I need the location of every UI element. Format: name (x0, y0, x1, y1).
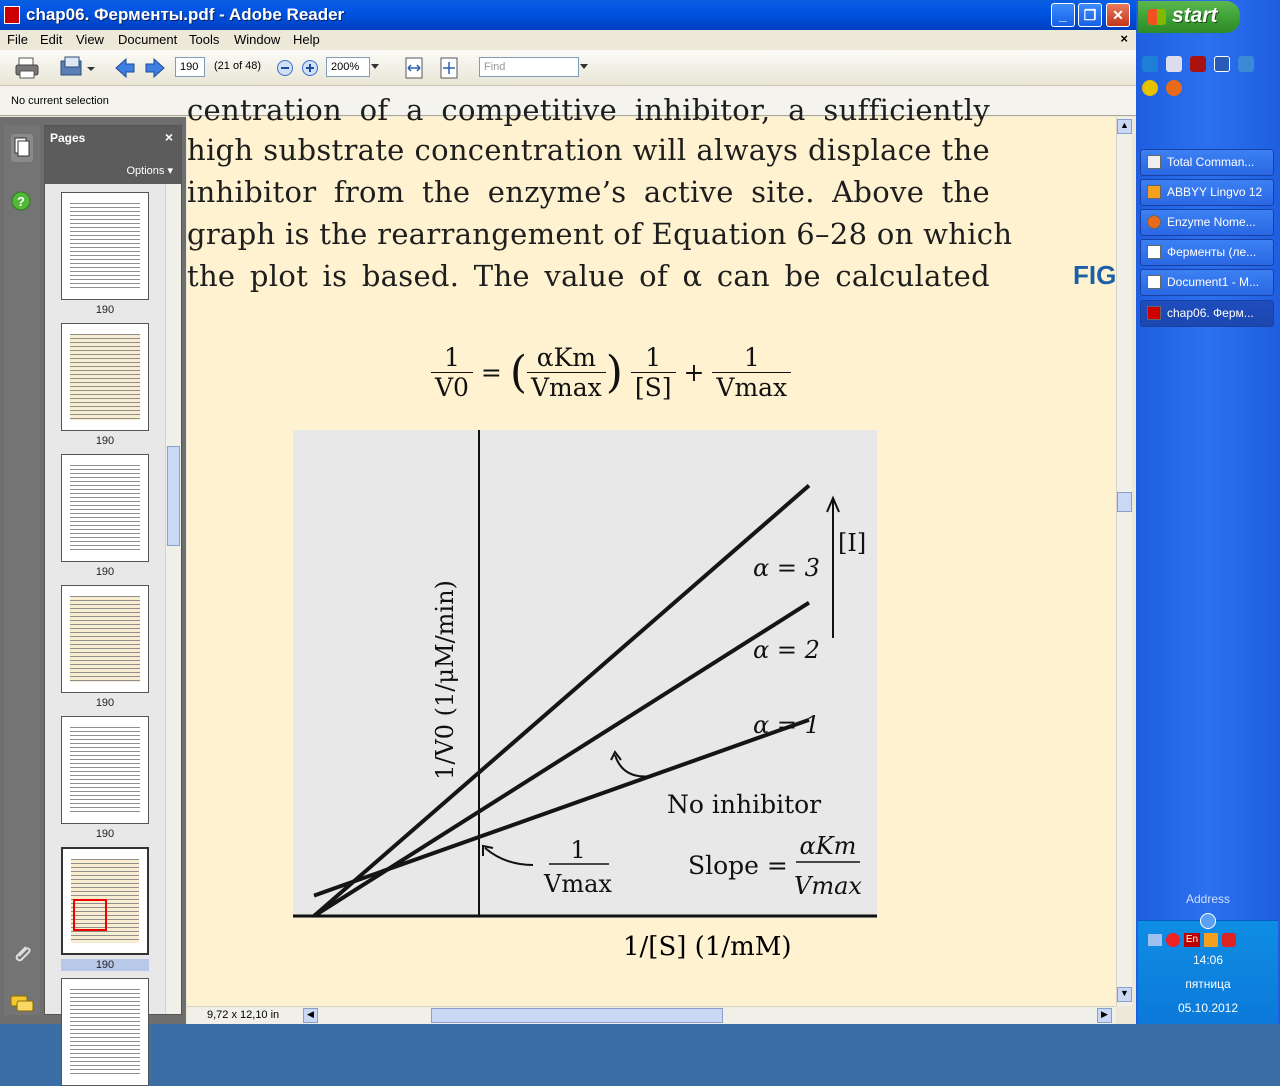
body-text-line: inhibitor from the enzyme’s active site. Above the (187, 175, 990, 209)
task-document1[interactable] (1140, 269, 1274, 296)
task-label: Total Comman... (1167, 155, 1255, 169)
document-vertical-scrollbar[interactable] (1116, 117, 1132, 1006)
pages-panel (44, 125, 182, 1015)
chevron-down-icon[interactable] (371, 64, 379, 70)
eq-rhs-num: 1 (712, 343, 791, 373)
find-input[interactable]: Find (479, 57, 579, 77)
window-title: chap06. Ферменты.pdf - Adobe Reader (26, 5, 345, 24)
eq-mid-num: αKm (527, 343, 606, 373)
attachments-icon[interactable] (11, 943, 33, 965)
slope-label: Slope = (688, 851, 788, 880)
thumbnail-label-current: 190 (61, 959, 149, 971)
body-text-line: graph is the rearrangement of Equation 6–28 on which (187, 217, 1013, 251)
task-label: Ферменты (ле... (1167, 245, 1257, 259)
print-icon[interactable] (14, 56, 40, 80)
body-text-line: centration of a competitive inhibitor, a sufficiently (187, 93, 990, 127)
eq-s-num: 1 (631, 343, 676, 373)
clock-date: 05.10.2012 (1177, 1001, 1239, 1015)
lingvo-icon (1147, 185, 1161, 199)
ie-icon[interactable] (1142, 56, 1158, 72)
page-thumbnail[interactable] (61, 585, 149, 693)
next-page-icon[interactable] (143, 56, 167, 80)
minimize-button[interactable]: _ (1051, 3, 1075, 27)
close-button[interactable]: ✕ (1106, 3, 1130, 27)
pages-panel-close-icon[interactable]: × (164, 129, 173, 145)
collaborate-icon[interactable] (58, 56, 96, 80)
scroll-right-icon[interactable]: ▶ (1097, 1008, 1112, 1023)
firefox-icon[interactable] (1166, 80, 1182, 96)
task-label: Document1 - M... (1167, 275, 1260, 289)
word-icon[interactable] (1214, 56, 1230, 72)
task-enzyme-nomenclature[interactable] (1140, 209, 1274, 236)
figure-label: FIG (1073, 260, 1117, 290)
firefox-icon (1147, 215, 1161, 229)
scroll-up-icon[interactable]: ▲ (1117, 119, 1132, 134)
previous-page-icon[interactable] (113, 56, 137, 80)
task-abbyy-lingvo[interactable] (1140, 179, 1274, 206)
thumbnails-scroll-thumb[interactable] (167, 446, 180, 546)
page-thumbnail[interactable] (61, 978, 149, 1086)
chart-svg (293, 430, 877, 918)
pages-panel-header (45, 126, 181, 184)
intercept-num: 1 (570, 836, 586, 864)
slope-num: αKm (799, 832, 857, 860)
find-options-icon[interactable] (580, 64, 588, 70)
thumbnail-label: 190 (95, 697, 115, 709)
thumbnail-label: 190 (95, 435, 115, 447)
navigation-panel (0, 117, 186, 1024)
address-bar-label[interactable]: Address (1185, 892, 1231, 906)
tray-expand-icon[interactable] (1200, 913, 1216, 929)
x-axis-label: 1/[S] (1/mM) (623, 932, 792, 962)
network-icon[interactable] (1148, 934, 1162, 946)
menu-bar (0, 30, 1136, 50)
task-label: ABBYY Lingvo 12 (1167, 185, 1263, 199)
page-count: (21 of 48) (214, 60, 262, 72)
opera-icon[interactable] (1166, 933, 1180, 947)
eq-s-den: [S] (634, 373, 672, 402)
title-bar[interactable] (0, 0, 1136, 30)
thumbnails-scrollbar[interactable] (165, 184, 181, 1014)
series-label-alpha-3: α = 3 (753, 554, 820, 582)
pages-panel-title: Pages (50, 131, 86, 145)
equation: $\frac{1}{V0}$ = ( $\frac{\text{αKm}}{Vmax}$ ) $\frac{1}{[S]}$ + $\frac{1}{Vmax}$ (431, 343, 791, 402)
page-thumbnail[interactable] (61, 192, 149, 300)
page-thumbnail[interactable] (61, 454, 149, 562)
menu-document[interactable]: Document (118, 32, 178, 47)
eq-lhs-den: V0 (435, 373, 469, 402)
no-inhibitor-label: No inhibitor (667, 790, 822, 819)
scroll-down-icon[interactable]: ▼ (1117, 987, 1132, 1002)
viewport-indicator[interactable] (73, 899, 107, 931)
floppy-icon (1147, 155, 1161, 169)
zoom-in-icon[interactable] (301, 59, 319, 77)
page-size: 9,72 x 12,10 in (207, 1009, 280, 1021)
document-scroll-thumb[interactable] (1117, 492, 1132, 512)
toolbar (0, 50, 1136, 86)
thumbnail-label: 190 (95, 304, 115, 316)
media-player-icon[interactable] (1142, 80, 1158, 96)
windows-logo-icon (1148, 9, 1166, 25)
series-label-alpha-1: α = 1 (753, 711, 820, 739)
intercept-den: Vmax (544, 870, 612, 898)
pages-tab-icon[interactable] (10, 133, 34, 163)
language-indicator[interactable]: En (1185, 934, 1199, 945)
document-view (187, 93, 1117, 1006)
navigation-tabs (4, 125, 40, 1015)
page-thumbnail[interactable] (61, 323, 149, 431)
start-button[interactable] (1138, 1, 1240, 33)
word-doc-icon (1147, 275, 1161, 289)
thumbnail-label: 190 (95, 566, 115, 578)
document-horizontal-scrollbar[interactable] (187, 1006, 1116, 1024)
taskbar (1136, 0, 1280, 1024)
help-icon[interactable] (11, 191, 31, 211)
intercept-arrow (485, 848, 533, 865)
system-tray (1138, 920, 1278, 1024)
task-total-commander[interactable] (1140, 149, 1274, 176)
eq-lhs-num: 1 (431, 343, 473, 373)
menu-window[interactable]: Window (234, 32, 281, 47)
inhibitor-label: [I] (838, 529, 867, 557)
task-label: Enzyme Nome... (1167, 215, 1256, 229)
eq-mid-den: Vmax (531, 373, 602, 402)
clock-weekday: пятница (1185, 977, 1231, 991)
body-text-line: the plot is based. The value of α can be calculated (187, 259, 990, 293)
clock-time[interactable]: 14:06 (1192, 953, 1224, 967)
fit-page-icon[interactable] (438, 56, 460, 80)
lineweaver-burk-chart (293, 430, 877, 918)
y-axis-label: 1/V0 (1/μM/min) (431, 580, 459, 780)
zoom-out-icon[interactable] (276, 59, 294, 77)
menu-help[interactable]: Help (293, 32, 320, 47)
total-commander-icon[interactable] (1190, 56, 1206, 72)
scroll-left-icon[interactable]: ◀ (303, 1008, 318, 1023)
pdf-icon (4, 6, 20, 24)
menu-view[interactable]: View (76, 32, 104, 47)
lingvo-tray-icon[interactable] (1204, 933, 1218, 947)
task-fermenty-word[interactable] (1140, 239, 1274, 266)
fit-width-icon[interactable] (403, 56, 425, 80)
start-label: start (1172, 4, 1218, 27)
menu-file[interactable]: File (7, 32, 28, 47)
word-doc-icon (1147, 245, 1161, 259)
horizontal-scroll-thumb[interactable] (431, 1008, 723, 1023)
page-number-input[interactable]: 190 (175, 57, 205, 77)
maximize-button[interactable]: ❐ (1078, 3, 1102, 27)
slope-den: Vmax (794, 872, 862, 900)
comments-icon[interactable] (9, 993, 35, 1015)
menu-tools[interactable]: Tools (189, 32, 220, 47)
pdf-icon (1147, 306, 1161, 320)
notepad-icon[interactable] (1166, 56, 1182, 72)
svg-text:?: ? (17, 194, 25, 209)
task-adobe-reader[interactable] (1140, 300, 1274, 327)
document-close-icon[interactable]: × (1120, 31, 1128, 46)
task-label: chap06. Ферм... (1167, 306, 1254, 320)
thumbnails-list (45, 184, 165, 1014)
eq-rhs-den: Vmax (716, 373, 788, 402)
series-label-alpha-2: α = 2 (753, 636, 820, 664)
thumbnail-label: 190 (95, 828, 115, 840)
menu-edit[interactable]: Edit (40, 32, 63, 47)
desktop-icon[interactable] (1238, 56, 1254, 72)
zoom-select[interactable]: 200% (326, 57, 370, 77)
pages-options-menu[interactable]: Options ▾ (126, 165, 173, 177)
page-thumbnail[interactable] (61, 716, 149, 824)
body-text-line: high substrate concentration will always displace the (187, 133, 990, 167)
selection-status: No current selection (11, 95, 109, 107)
page-thumbnail-current[interactable] (61, 847, 149, 955)
antivirus-icon[interactable] (1222, 933, 1236, 947)
